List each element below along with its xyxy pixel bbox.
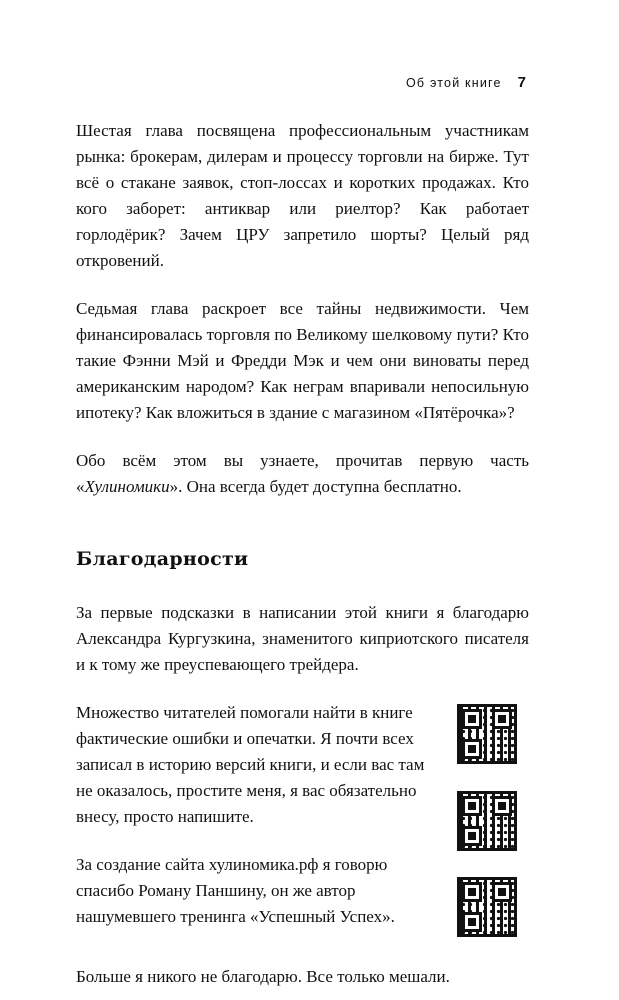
acknowledgements-with-qr bbox=[76, 700, 529, 930]
closing-paragraph: Больше я никого не благодарю. Все только мешали. bbox=[76, 967, 450, 986]
paragraph-summary bbox=[76, 448, 529, 500]
qr-code-icon[interactable] bbox=[457, 791, 517, 851]
paragraph-chapter-6: Шестая глава посвящена профессиональным участникам рынка: брокерам, дилерам и процессу торговли на бирже. Тут всё о стакане заявок, стоп-лоссах и коротких продажах. Кто кого заборет: антиквар или риелтор? Как работает горлодёрик? Зачем ЦРУ запретило шорты? Целый ряд откровений. bbox=[76, 121, 529, 270]
paragraph-chapter-7: Седьмая глава раскроет все тайны недвижимости. Чем финансировалась торговля по Великому шелковому пути? Кто такие Фэнни Мэй и Фредди Мэк и чем они виноваты перед американским народом? Как неграм впаривали непосильную ипотеку? Как вложиться в здание с магазином «Пятёрочка»? bbox=[76, 299, 529, 422]
running-head-title: Об этой книге bbox=[406, 76, 502, 90]
qr-code-icon[interactable] bbox=[457, 877, 517, 937]
page-number: 7 bbox=[517, 74, 526, 91]
book-title-italic: Хулиномики bbox=[84, 477, 170, 496]
summary-text-start: Обо всём этом вы узнаете, прочитав первую часть « bbox=[76, 451, 529, 496]
summary-text-end: ». Она всегда будет доступна бесплатно. bbox=[169, 477, 462, 496]
acknowledgements-paragraph-1: За первые подсказки в написании этой книги я благодарю Александра Кургузкина, знаменитого киприотского писателя и к тому же преуспевающего трейдера. bbox=[76, 603, 529, 674]
acknowledgements-paragraph-3: За создание сайта хулиномика.рф я говорю спасибо Роману Паншину, он же автор нашумевшего тренинга «Успешный Успех». bbox=[76, 855, 395, 926]
page-body bbox=[76, 118, 529, 990]
acknowledgements-heading: Благодарности bbox=[76, 548, 249, 570]
running-head bbox=[406, 74, 526, 91]
qr-code-column bbox=[454, 704, 524, 937]
acknowledgements-paragraph-2: Множество читателей помогали найти в книге фактические ошибки и опечатки. Я почти всех записал в историю версий книги, и если вас там не оказалось, простите меня, я вас обязательно внесу, просто напишите. bbox=[76, 703, 425, 826]
acknowledgements-text-column bbox=[76, 700, 438, 930]
qr-code-icon[interactable] bbox=[457, 704, 517, 764]
